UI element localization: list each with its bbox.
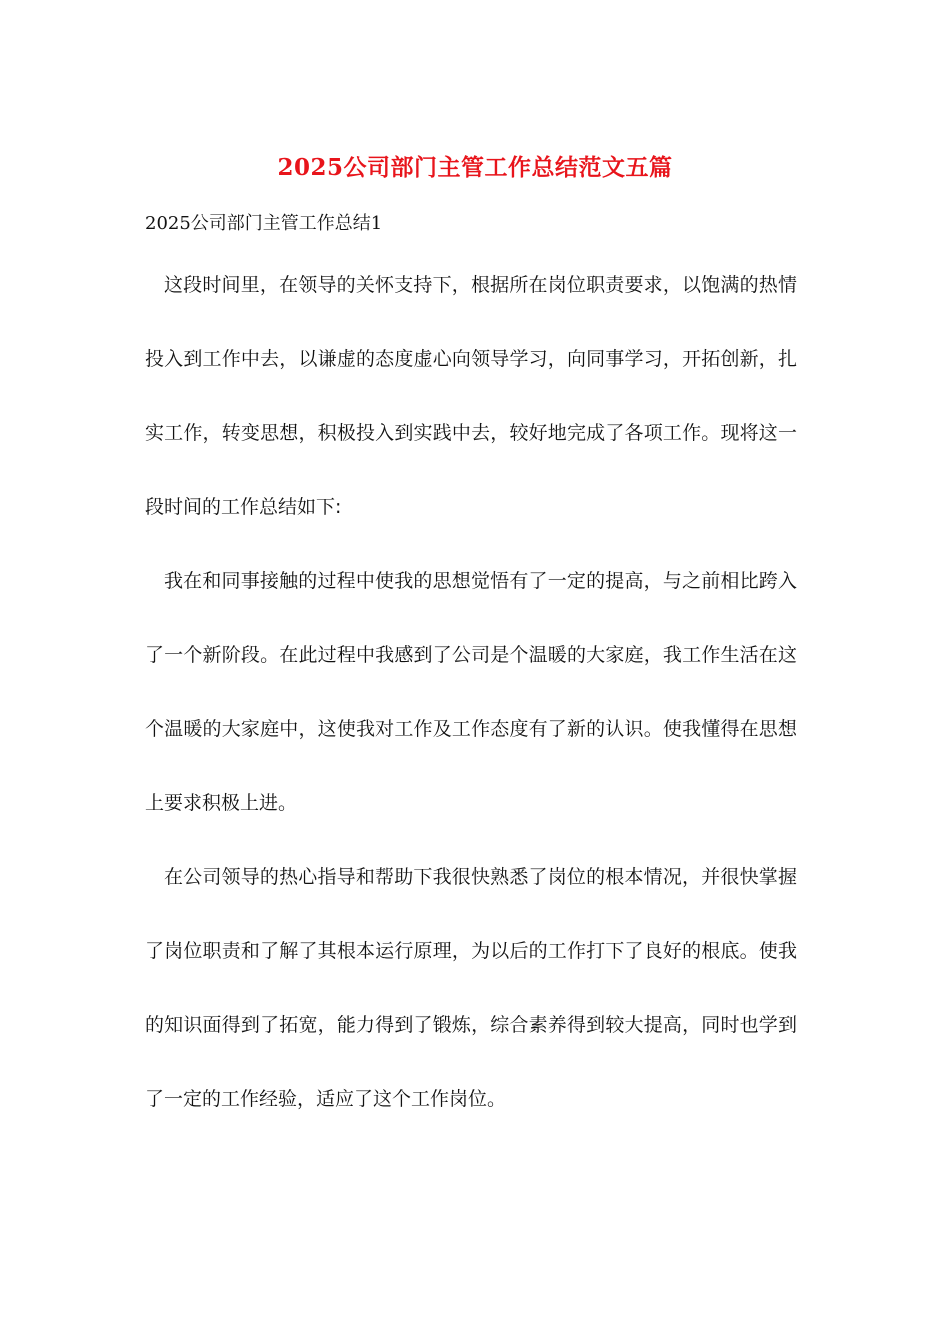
paragraph: 这段时间里，在领导的关怀支持下，根据所在岗位职责要求，以饱满的热情投入到工作中去，以谦虚的态度虚心向领导学习，向同事学习，开拓创新，扎实工作，转变思想，积极投入到实践中去，较好地完成了各项工作。现将这一段时间的工作总结如下: — [145, 274, 797, 518]
document-body — [145, 248, 797, 1136]
paragraph: 我在和同事接触的过程中使我的思想觉悟有了一定的提高，与之前相比跨入了一个新阶段。在此过程中我感到了公司是个温暖的大家庭，我工作生活在这个温暖的大家庭中，这使我对工作及工作态度有了新的认识。使我懂得在思想上要求积极上进。 — [145, 570, 797, 814]
document-title: 2025公司部门主管工作总结范文五篇 — [277, 154, 673, 181]
section-heading: 2025公司部门主管工作总结1 — [145, 213, 383, 234]
paragraph: 在公司领导的热心指导和帮助下我很快熟悉了岗位的根本情况，并很快掌握了岗位职责和了解了其根本运行原理，为以后的工作打下了良好的根底。使我的知识面得到了拓宽，能力得到了锻炼，综合素养得到较大提高，同时也学到了一定的工作经验，适应了这个工作岗位。 — [145, 866, 797, 1110]
